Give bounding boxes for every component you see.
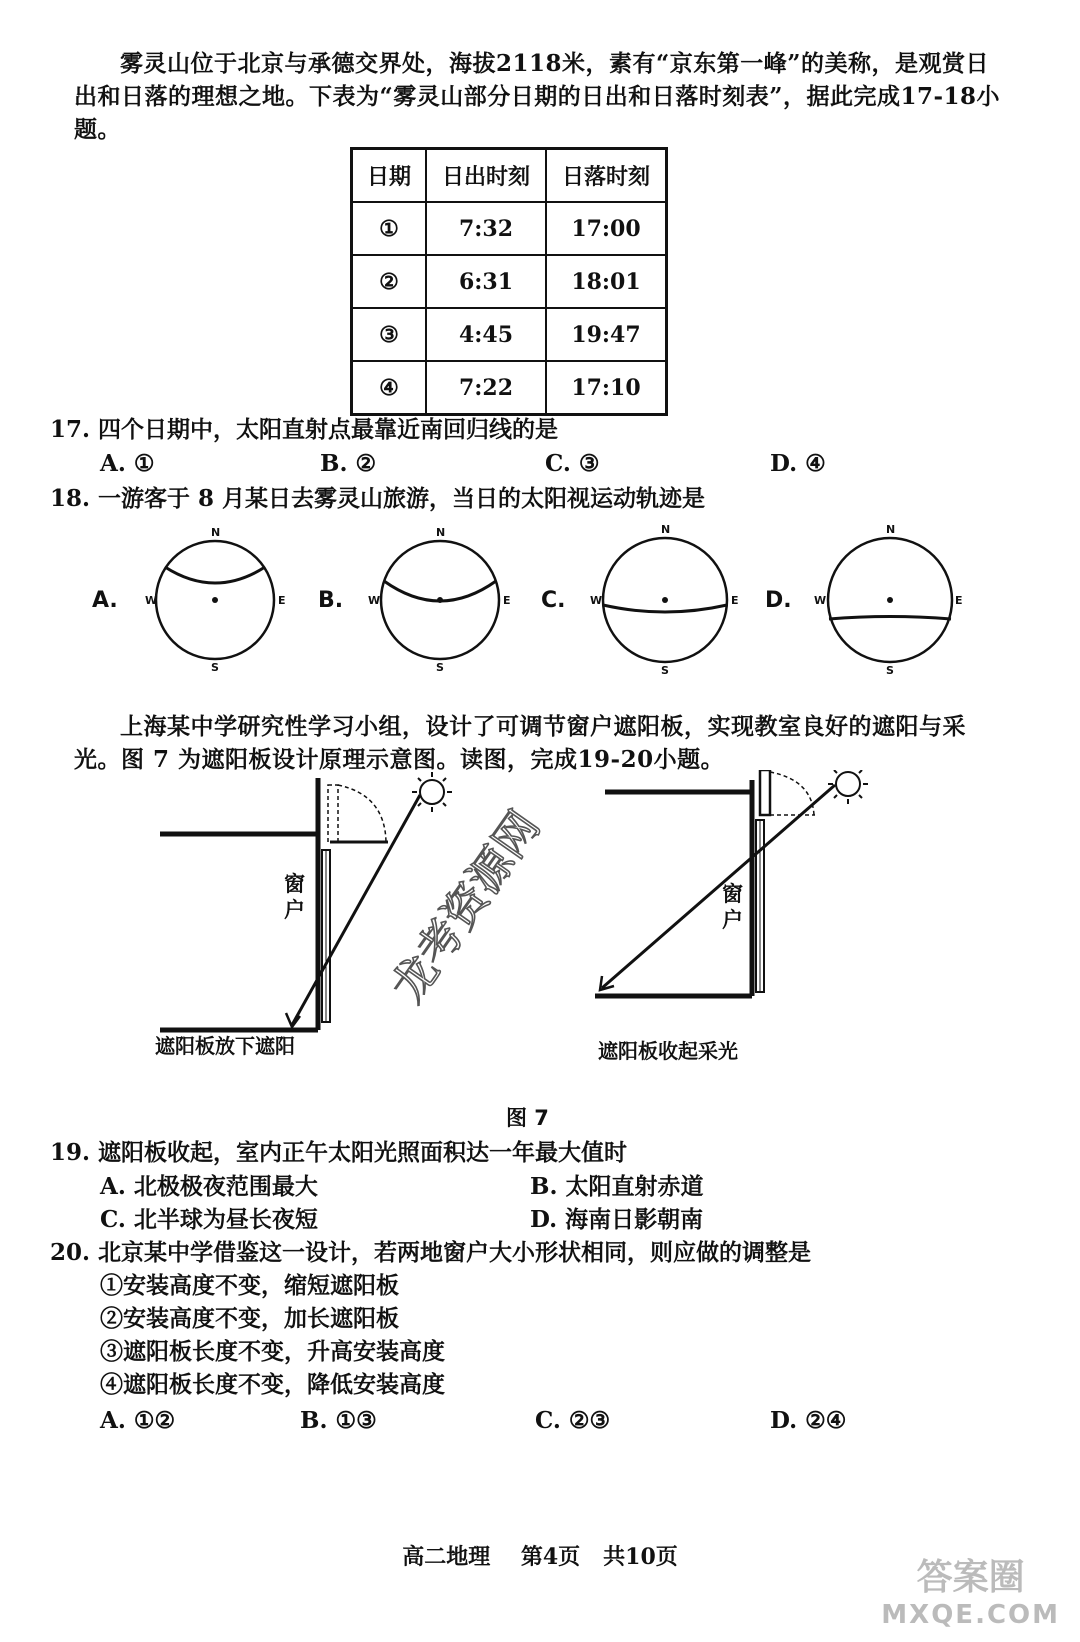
q17-option-c: C. ③ [545, 450, 600, 477]
compass-s: S [211, 661, 219, 674]
window-label-right-2: 户 [722, 908, 743, 932]
q19-option-b: B. 太阳直射赤道 [530, 1173, 704, 1200]
q17-option-d: D. ④ [770, 450, 826, 477]
q20-item-1: ①安装高度不变，缩短遮阳板 [100, 1272, 399, 1299]
header-sunrise: 日出时刻 [426, 149, 546, 203]
q20-item-4: ④遮阳板长度不变，降低安装高度 [100, 1371, 445, 1398]
row-sunset: 19:47 [546, 308, 667, 361]
compass-s: S [661, 664, 669, 675]
caption-sunshade-raised: 遮阳板收起采光 [598, 1039, 738, 1063]
row-sunrise: 6:31 [426, 255, 546, 308]
q19-option-d: D. 海南日影朝南 [530, 1206, 704, 1233]
page-footer: 高二地理 第4页 共10页 [402, 1544, 678, 1570]
window-label-right-1: 窗 [722, 882, 743, 906]
compass-w: W [814, 594, 827, 607]
compass-w: W [145, 594, 158, 607]
caption-sunshade-lowered: 遮阳板放下遮阳 [155, 1034, 295, 1058]
table-row [352, 308, 667, 361]
option-label-b: B. [318, 588, 344, 613]
compass-e: E [731, 594, 739, 607]
q19-option-a: A. 北极极夜范围最大 [100, 1173, 318, 1200]
corner-watermark [881, 1549, 1060, 1630]
q20-option-a: A. ①② [100, 1407, 176, 1434]
compass-e: E [278, 594, 286, 607]
compass-s: S [436, 661, 444, 674]
intro-paragraph-1: 雾灵山位于北京与承德交界处，海拔2118米，素有“京东第一峰”的美称，是观赏日出和日落的理想之地。下表为“雾灵山部分日期的日出和日落时刻表”，据此完成17-18小题。 [74, 50, 1001, 143]
q19-option-c: C. 北半球为昼长夜短 [100, 1206, 318, 1233]
sun-path-diagram-b [318, 526, 511, 674]
row-sunset: 18:01 [546, 255, 667, 308]
question-17-stem: 17. 四个日期中，太阳直射点最靠近南回归线的是 [50, 416, 559, 443]
row-sunrise: 7:32 [426, 202, 546, 255]
option-label-d: D. [765, 588, 792, 613]
compass-n: N [886, 523, 896, 536]
sun-path-diagram-c [541, 523, 739, 675]
window-label-left-2: 户 [284, 898, 305, 922]
q20-option-d: D. ②④ [770, 1407, 847, 1434]
sun-icon [412, 772, 452, 812]
compass-s: S [886, 664, 894, 675]
row-sunrise: 4:45 [426, 308, 546, 361]
table-row [352, 202, 667, 255]
header-sunset: 日落时刻 [546, 149, 667, 203]
corner-watermark-bottom: MXQE.COM [881, 1600, 1060, 1630]
compass-e: E [955, 594, 963, 607]
compass-n: N [661, 523, 671, 536]
sun-path-diagram-a [92, 526, 286, 674]
row-sunrise: 7:22 [426, 361, 546, 415]
q20-item-2: ②安装高度不变，加长遮阳板 [100, 1305, 399, 1332]
compass-w: W [368, 594, 381, 607]
q17-option-a: A. ① [100, 450, 155, 477]
table-row [352, 361, 667, 415]
q18-sun-path-diagrams [0, 515, 1080, 675]
sunrise-sunset-table [350, 147, 668, 416]
q17-option-b: B. ② [320, 450, 377, 477]
figure-title: 图 7 [506, 1106, 549, 1130]
compass-n: N [211, 526, 221, 539]
compass-e: E [503, 594, 511, 607]
q20-option-c: C. ②③ [535, 1407, 611, 1434]
diagonal-watermark: 龙考资源网 [382, 801, 551, 1012]
q20-item-3: ③遮阳板长度不变，升高安装高度 [100, 1338, 445, 1365]
sun-path-diagram-d [765, 523, 963, 675]
row-sunset: 17:00 [546, 202, 667, 255]
question-20-stem: 20. 北京某中学借鉴这一设计，若两地窗户大小形状相同，则应做的调整是 [50, 1239, 812, 1266]
table-header-row [352, 149, 667, 203]
header-date: 日期 [352, 149, 427, 203]
option-label-a: A. [92, 588, 118, 613]
question-18-stem: 18. 一游客于 8 月某日去雾灵山旅游，当日的太阳视运动轨迹是 [50, 485, 706, 512]
row-date: ④ [352, 361, 427, 415]
compass-w: W [590, 594, 603, 607]
q20-option-b: B. ①③ [300, 1407, 377, 1434]
corner-watermark-top: 答案圈 [916, 1557, 1025, 1598]
table-row [352, 255, 667, 308]
option-label-c: C. [541, 588, 566, 613]
intro-paragraph-2: 上海某中学研究性学习小组，设计了可调节窗户遮阳板，实现教室良好的遮阳与采光。图 7 为遮阳板设计原理示意图。读图，完成19-20小题。 [74, 713, 966, 773]
row-date: ③ [352, 308, 427, 361]
compass-n: N [436, 526, 446, 539]
window-label-left-1: 窗 [284, 872, 305, 896]
row-sunset: 17:10 [546, 361, 667, 415]
row-date: ① [352, 202, 427, 255]
row-date: ② [352, 255, 427, 308]
question-19-stem: 19. 遮阳板收起，室内正午太阳光照面积达一年最大值时 [50, 1139, 628, 1166]
